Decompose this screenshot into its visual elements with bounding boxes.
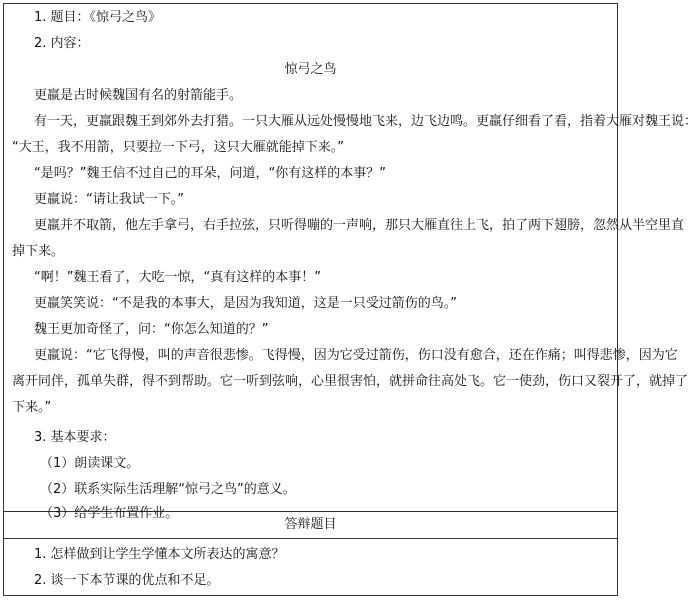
- document-frame: [3, 3, 697, 596]
- item-title: 1. 题目：《惊弓之鸟》: [34, 10, 162, 25]
- content-cell: [4, 4, 697, 521]
- paragraph-line: “是吗？”魏王信不过自己的耳朵，问道，“你有这样的本事？”: [34, 166, 386, 181]
- paragraph-line: 离开同伴，孤单失群，得不到帮助。它一听到弦响，心里很害怕，就拼命往高处飞。它一使劲，伤口又裂开了，就掉了: [12, 374, 689, 389]
- paragraph-line: “大王，我不用箭，只要拉一下弓，这只大雁就能掉下来。”: [12, 140, 344, 155]
- section-header: 答辩题目: [4, 512, 617, 539]
- paragraph-line: 更羸说：“它飞得慢，叫的声音很悲惨。飞得慢，因为它受过箭伤，伤口没有愈合，还在作痛；叫得悲惨，因为它: [34, 348, 678, 363]
- questions-cell: [4, 539, 617, 595]
- requirement-item: （1）朗读课文。: [40, 456, 140, 471]
- passage-title: 惊弓之鸟: [284, 62, 337, 77]
- paragraph-line: “啊！”魏王看了，大吃一惊，“真有这样的本事！”: [34, 270, 321, 285]
- paragraph-line: 更羸是古时候魏国有名的射箭能手。: [34, 88, 243, 103]
- paragraph-line: 更羸笑笑说：“不是我的本事大，是因为我知道，这是一只受过箭伤的鸟。”: [34, 296, 457, 311]
- paragraph-line: 有一天，更羸跟魏王到郊外去打猎。一只大雁从远处慢慢地飞来，边飞边鸣。更羸仔细看了看，指着大雁对魏王说：: [34, 114, 697, 129]
- paragraph-line: 更羸并不取箭，他左手拿弓，右手拉弦，只听得嘣的一声响，那只大雁直往上飞，拍了两下翅膀，忽然从半空里直: [34, 218, 685, 233]
- paragraph-line: 魏王更加奇怪了，问：“你怎么知道的？”: [34, 322, 269, 337]
- question-item: 2. 谈一下本节课的优点和不足。: [34, 573, 220, 588]
- requirement-item: （3）给学生布置作业。: [40, 506, 179, 521]
- paragraph-line: 掉下来。: [12, 244, 65, 259]
- paragraph-line: 下来。”: [12, 400, 52, 415]
- item-requirements: 3. 基本要求：: [34, 430, 116, 445]
- paragraph-line: 更羸说：“请让我试一下。”: [34, 192, 184, 207]
- question-item: 1. 怎样做到让学生学懂本文所表达的寓意？: [34, 547, 285, 562]
- item-content: 2. 内容：: [34, 36, 90, 51]
- requirement-item: （2）联系实际生活理解“惊弓之鸟”的意义。: [40, 482, 296, 497]
